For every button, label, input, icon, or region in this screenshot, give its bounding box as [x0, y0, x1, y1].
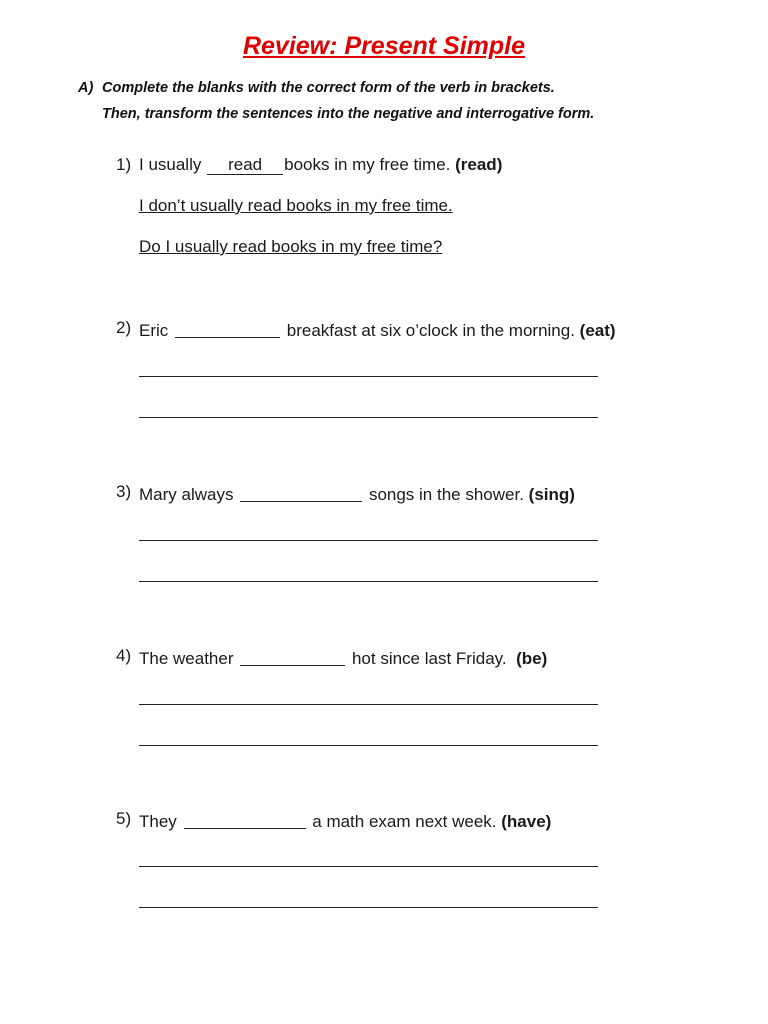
question-after: a math exam next week.	[312, 812, 497, 831]
interrogative-answer-line[interactable]	[139, 745, 598, 746]
verb-hint: (eat)	[579, 321, 616, 340]
question-text	[139, 646, 547, 669]
negative-answer-line[interactable]	[139, 540, 598, 541]
instruction-letter: A)	[78, 80, 94, 96]
question-text	[139, 155, 502, 175]
question-number: 5)	[116, 809, 132, 828]
instruction-line-2: Then, transform the sentences into the negative and interrogative form.	[102, 106, 595, 122]
blank-answer[interactable]: read	[207, 156, 283, 175]
question-number: 1)	[116, 155, 132, 174]
verb-hint: (sing)	[528, 485, 575, 504]
question-before: Eric	[139, 321, 169, 340]
negative-answer-line[interactable]	[139, 376, 598, 377]
question-number: 3)	[116, 482, 132, 501]
verb-hint: (be)	[516, 649, 548, 668]
question-number: 4)	[116, 646, 132, 665]
question-after: breakfast at six o’clock in the morning.	[286, 321, 575, 340]
interrogative-answer-line[interactable]	[139, 581, 598, 582]
question-after: books in my free time.	[284, 155, 451, 174]
negative-answer-line[interactable]	[139, 866, 598, 867]
question-before: Mary always	[139, 485, 234, 504]
blank-input[interactable]	[240, 648, 345, 666]
blank-input[interactable]	[240, 484, 362, 502]
interrogative-answer-line[interactable]	[139, 907, 598, 908]
question-before: They	[139, 812, 177, 831]
question-number: 2)	[116, 318, 132, 337]
question-before: The weather	[139, 649, 234, 668]
page-title: Review: Present Simple	[242, 32, 526, 60]
negative-answer: I don’t usually read books in my free time.	[139, 196, 453, 215]
question-text	[139, 482, 575, 505]
negative-answer-line[interactable]	[139, 704, 598, 705]
question-text	[139, 318, 616, 341]
question-after: songs in the shower.	[368, 485, 524, 504]
blank-input[interactable]	[175, 320, 280, 338]
instruction-line-1: Complete the blanks with the correct form of the verb in brackets.	[102, 80, 555, 96]
verb-hint: (have)	[501, 812, 552, 831]
interrogative-answer: Do I usually read books in my free time?	[139, 237, 443, 256]
blank-input[interactable]	[184, 811, 306, 829]
question-before: I usually	[139, 155, 202, 174]
interrogative-answer-line[interactable]	[139, 417, 598, 418]
question-text	[139, 809, 551, 832]
question-after: hot since last Friday.	[351, 649, 507, 668]
verb-hint: (read)	[455, 155, 503, 174]
